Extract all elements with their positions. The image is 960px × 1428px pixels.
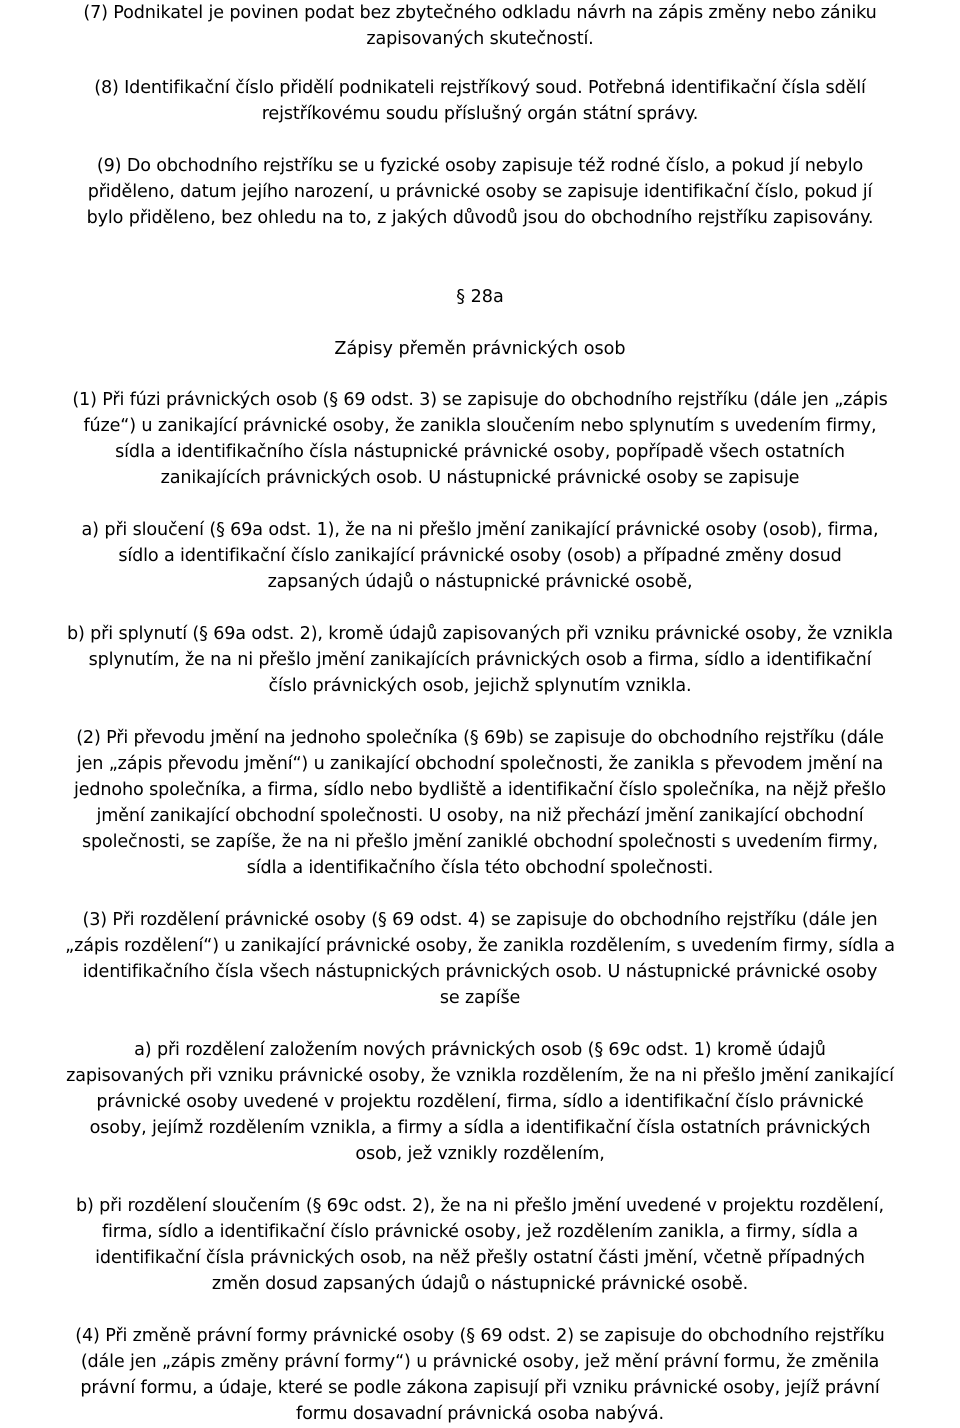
paragraph-line: formu dosavadní právnická osoba nabývá. — [296, 1404, 664, 1424]
paragraph-line: sídla a identifikačního čísla nástupnické právnické osoby, popřípadě všech ostatních — [115, 442, 845, 462]
paragraph-line: (dále jen „zápis změny právní formy“) u právnické osoby, jež mění právní formu, že změnila — [80, 1352, 880, 1372]
paragraph-line: jmění zanikající obchodní společnosti. U osoby, na niž přechází jmění zanikající obchodní — [96, 806, 864, 826]
paragraph-line: fúze“) u zanikající právnické osoby, že zanikla sloučením nebo splynutím s uvedením firmy, — [83, 416, 877, 436]
paragraph-line: číslo právnických osob, jejichž splynutím vznikla. — [268, 676, 692, 696]
paragraph-line: zapisovaných skutečností. — [366, 29, 594, 49]
paragraph-line: zanikajících právnických osob. U nástupnické právnické osoby se zapisuje — [160, 468, 800, 488]
subsection-3-a — [2, 1037, 958, 1167]
paragraph-line: (9) Do obchodního rejstříku se u fyzické osoby zapisuje též rodné číslo, a pokud jí nebylo — [96, 156, 864, 176]
paragraph-line: právnické osoby uvedené v projektu rozdělení, firma, sídlo a identifikační číslo právnické — [96, 1092, 864, 1112]
paragraph-line: bylo přiděleno, bez ohledu na to, z jakých důvodů jsou do obchodního rejstříku zapisovány. — [86, 208, 874, 228]
paragraph-line: jen „zápis převodu jmění“) u zanikající obchodní společnosti, že zanikla s převodem jmění na — [76, 754, 884, 774]
paragraph-line: (8) Identifikační číslo přidělí podnikateli rejstříkový soud. Potřebná identifikační čísla sdělí — [94, 78, 866, 98]
paragraph-line: b) při splynutí (§ 69a odst. 2), kromě údajů zapisovaných při vzniku právnické osoby, že vznikla — [66, 624, 894, 644]
section-title: Zápisy přeměn právnických osob — [334, 339, 626, 359]
paragraph-line: b) při rozdělení sloučením (§ 69c odst. 2), že na ni přešlo jmění uvedené v projektu rozdělení, — [75, 1196, 884, 1216]
paragraph-line: zapsaných údajů o nástupnické právnické osobě, — [267, 572, 693, 592]
paragraph-line: osoby, jejímž rozdělením vznikla, a firmy a sídla a identifikační čísla ostatních právnických — [89, 1118, 871, 1138]
paragraph-line: jednoho společníka, a firma, sídlo nebo bydliště a identifikační číslo společníka, na nějž přešlo — [73, 780, 887, 800]
paragraph-line: (2) Při převodu jmění na jednoho společníka (§ 69b) se zapisuje do obchodního rejstříku (dále — [76, 728, 884, 748]
paragraph-line: (1) Při fúzi právnických osob (§ 69 odst. 3) se zapisuje do obchodního rejstříku (dále jen „zápis — [72, 390, 888, 410]
paragraph-9 — [2, 153, 958, 231]
subsection-3 — [2, 907, 958, 1011]
paragraph-line: identifikační čísla právnických osob, na něž přešly ostatní části jmění, včetně případných — [95, 1248, 865, 1268]
paragraph-line: se zapíše — [439, 988, 521, 1008]
paragraph-line: (3) Při rozdělení právnické osoby (§ 69 odst. 4) se zapisuje do obchodního rejstříku (dále jen — [82, 910, 878, 930]
paragraph-line: právní formu, a údaje, které se podle zákona zapisují při vzniku právnické osoby, jejíž právní — [80, 1378, 880, 1398]
paragraph-line: splynutím, že na ni přešlo jmění zanikajících právnických osob a firma, sídlo a identifikační — [88, 650, 872, 670]
section-number: § 28a — [456, 287, 504, 307]
paragraph-line: přiděleno, datum jejího narození, u právnické osoby se zapisuje identifikační číslo, pokud jí — [87, 182, 873, 202]
paragraph-7 — [2, 0, 958, 52]
paragraph-line: změn dosud zapsaných údajů o nástupnické právnické osobě. — [211, 1274, 749, 1294]
subsection-2 — [2, 725, 958, 881]
paragraph-line: rejstříkovému soudu příslušný orgán státní správy. — [261, 104, 699, 124]
paragraph-line: firma, sídlo a identifikační číslo právnické osoby, jež rozdělením zanikla, a firmy, sídla a — [101, 1222, 859, 1242]
paragraph-line: sídlo a identifikační číslo zanikající právnické osoby (osob) a případné změny dosud — [118, 546, 842, 566]
paragraph-line: osob, jež vznikly rozdělením, — [355, 1144, 605, 1164]
paragraph-line: (7) Podnikatel je povinen podat bez zbytečného odkladu návrh na zápis změny nebo zániku — [83, 3, 877, 23]
paragraph-line: a) při sloučení (§ 69a odst. 1), že na ni přešlo jmění zanikající právnické osoby (osob), firma, — [81, 520, 879, 540]
paragraph-line: společnosti, se zapíše, že na ni přešlo jmění zaniklé obchodní společnosti s uvedením firmy, — [82, 832, 878, 852]
paragraph-line: zapisovaných při vzniku právnické osoby, že vznikla rozdělením, že na ni přešlo jmění zanikající — [66, 1066, 894, 1086]
subsection-4 — [2, 1323, 958, 1427]
subsection-1-a — [2, 517, 958, 595]
subsection-1 — [2, 387, 958, 491]
paragraph-line: (4) Při změně právní formy právnické osoby (§ 69 odst. 2) se zapisuje do obchodního rejstříku — [75, 1326, 885, 1346]
subsection-3-b — [2, 1193, 958, 1297]
paragraph-line: a) při rozdělení založením nových právnických osob (§ 69c odst. 1) kromě údajů — [134, 1040, 826, 1060]
paragraph-line: „zápis rozdělení“) u zanikající právnické osoby, že zanikla rozdělením, s uvedením firmy, sídla a — [65, 936, 895, 956]
paragraph-line: identifikačního čísla všech nástupnických právnických osob. U nástupnické právnické osoby — [82, 962, 878, 982]
paragraph-8 — [2, 75, 958, 127]
paragraph-line: sídla a identifikačního čísla této obchodní společnosti. — [246, 858, 714, 878]
subsection-1-b — [2, 621, 958, 699]
